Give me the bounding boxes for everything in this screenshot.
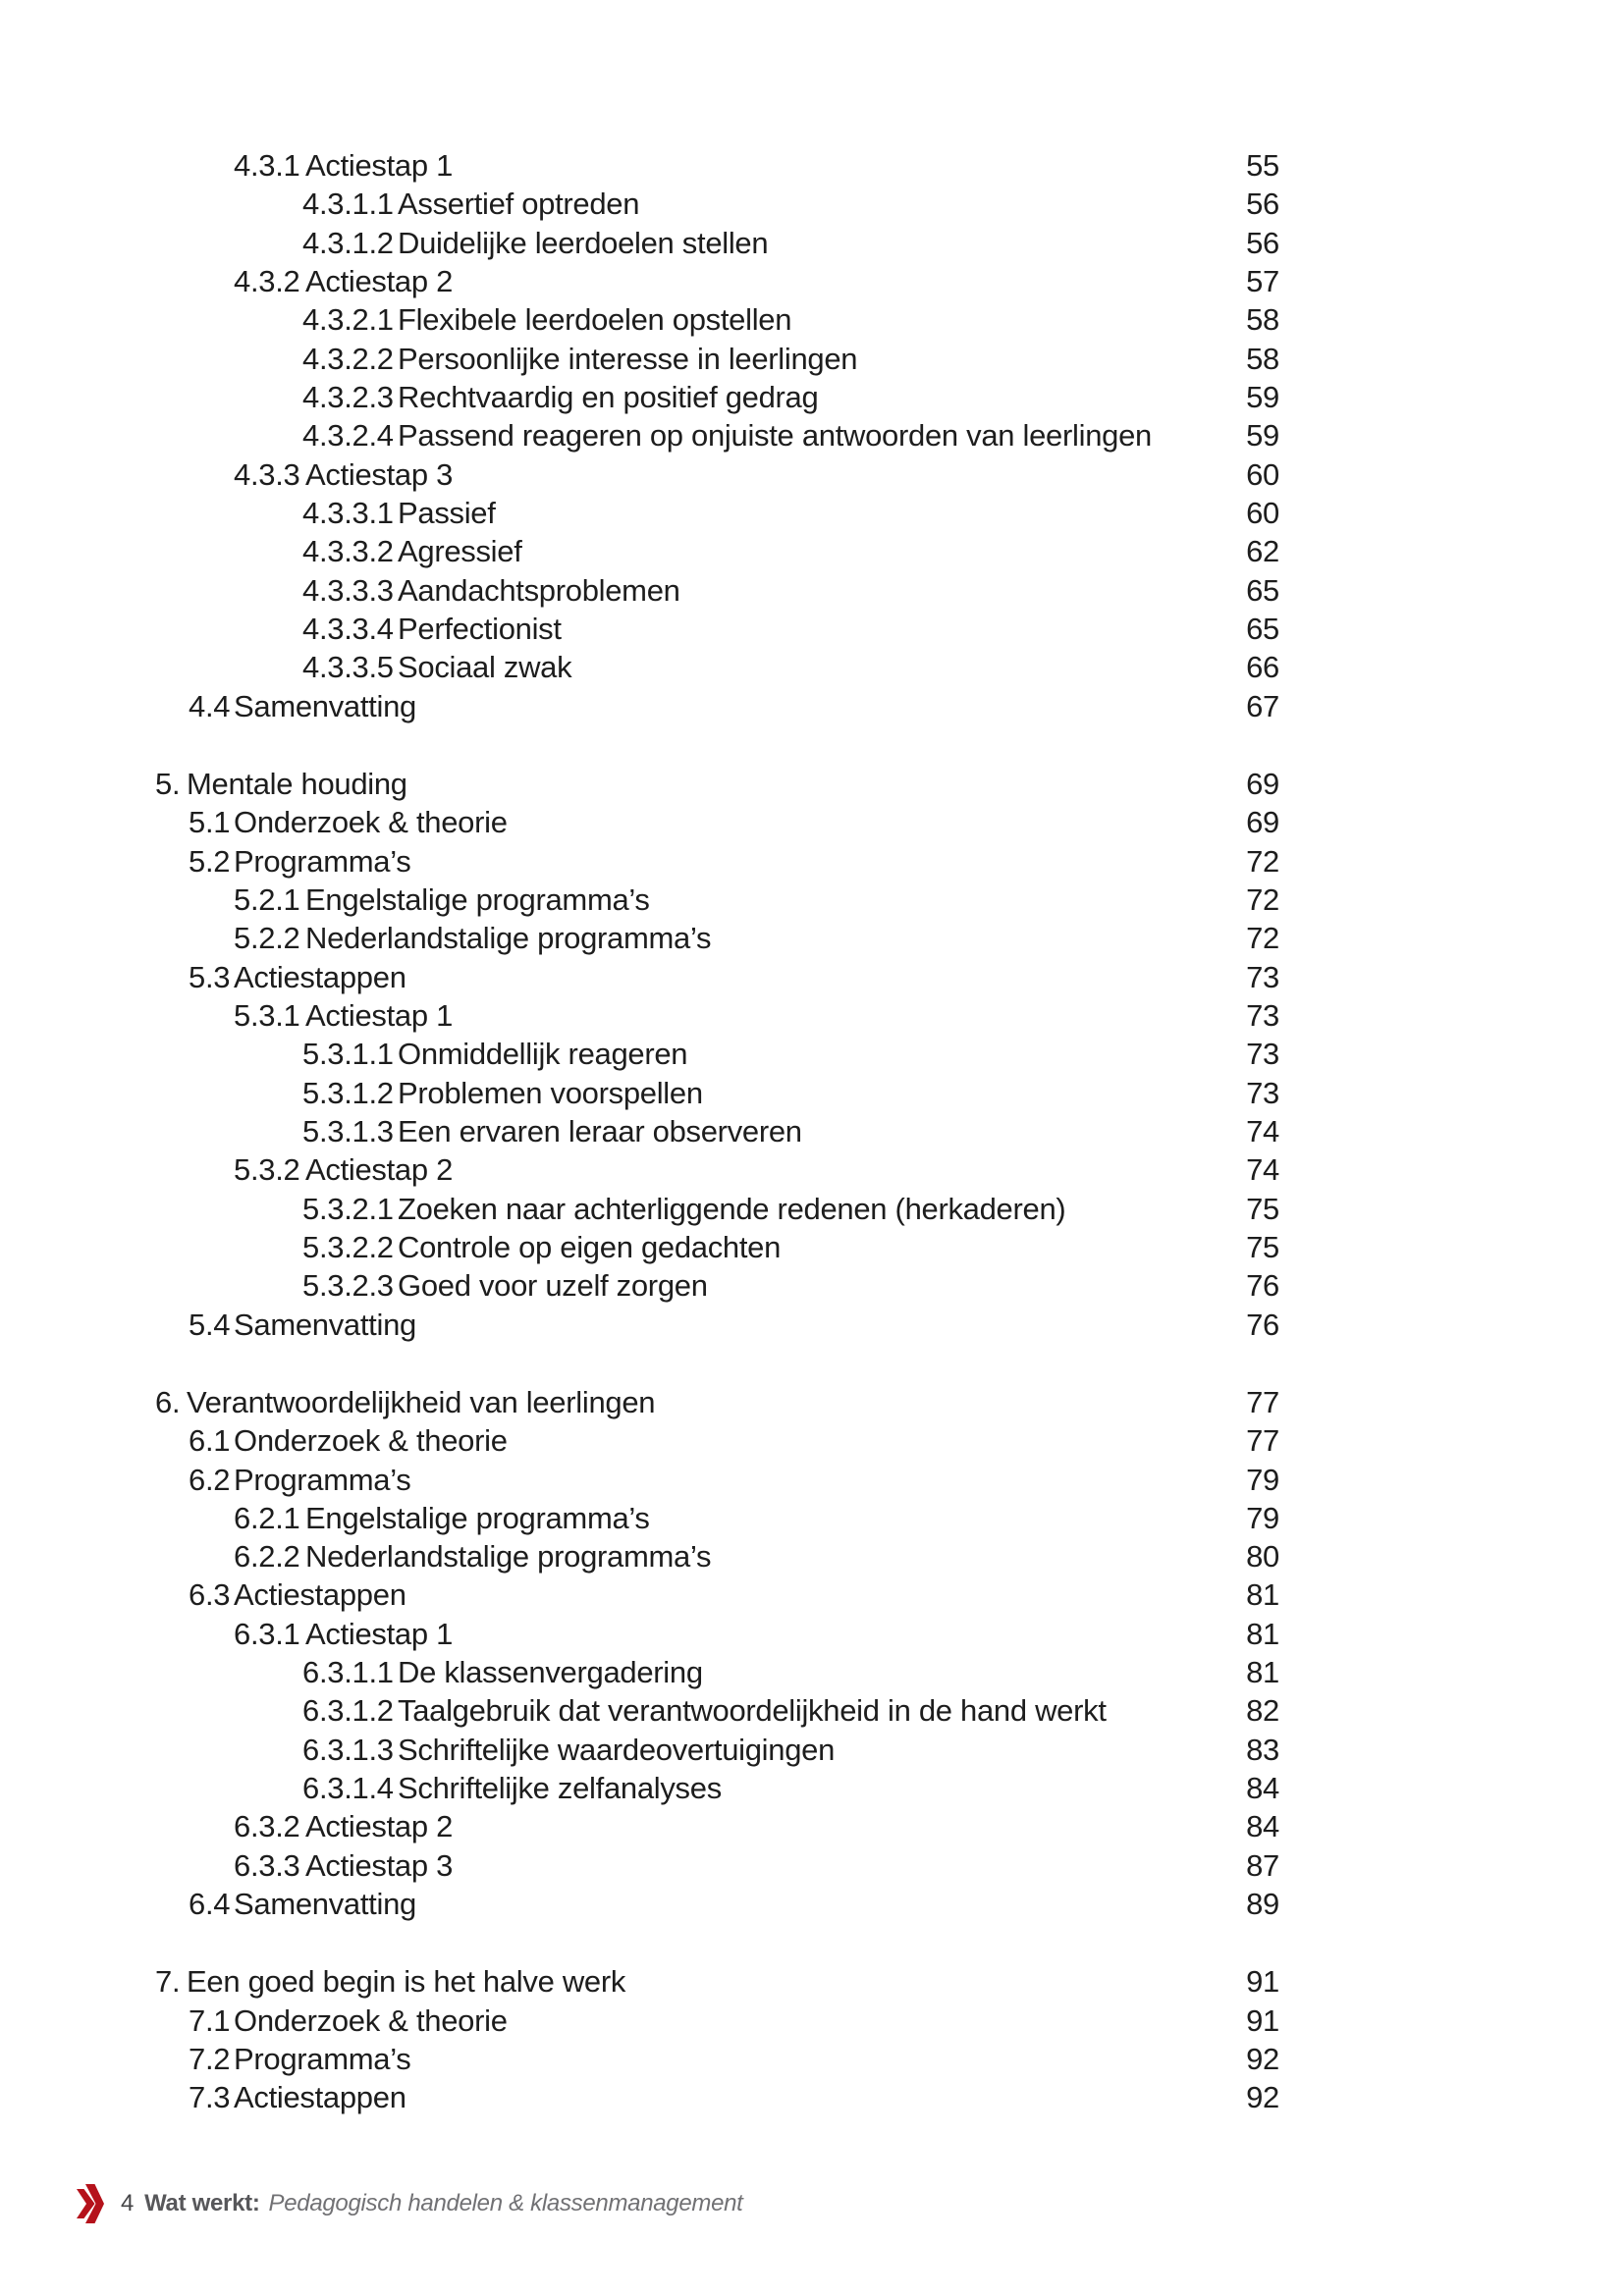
toc-entry-title: Actiestap 1 <box>305 148 454 183</box>
toc-entry <box>0 1769 1624 1807</box>
toc-entry-number: 5.2.2 <box>234 921 300 956</box>
toc-entry-page: 62 <box>1246 534 1279 569</box>
toc-entry-page: 73 <box>1246 1075 1279 1110</box>
toc-section <box>0 146 1624 725</box>
toc-entry <box>0 2002 1624 2040</box>
toc-entry-page: 56 <box>1246 187 1279 222</box>
toc-entry <box>0 1190 1624 1228</box>
toc-entry-number: 6.2.1 <box>234 1500 300 1535</box>
toc-entry-page: 81 <box>1246 1577 1279 1613</box>
toc-entry <box>0 571 1624 610</box>
toc-entry-title: Samenvatting <box>234 1307 416 1342</box>
toc-entry-page: 92 <box>1246 2080 1279 2115</box>
toc-entry-title: Actiestappen <box>234 1577 406 1613</box>
toc-entry <box>0 300 1624 339</box>
toc-entry-page: 84 <box>1246 1771 1279 1806</box>
toc-entry <box>0 378 1624 416</box>
toc-entry-page: 58 <box>1246 341 1279 376</box>
toc-entry-page: 76 <box>1246 1268 1279 1304</box>
toc-entry-title: Een goed begin is het halve werk <box>187 1964 626 2000</box>
toc-entry-page: 75 <box>1246 1229 1279 1264</box>
toc-entry-title: Verantwoordelijkheid van leerlingen <box>187 1384 656 1419</box>
toc-entry-title: Actiestap 1 <box>305 1616 454 1651</box>
toc-entry-page: 83 <box>1246 1732 1279 1767</box>
toc-entry-title: Controle op eigen gedachten <box>398 1229 782 1264</box>
toc-entry <box>0 494 1624 532</box>
toc-entry-number: 5.3.1 <box>234 997 300 1033</box>
toc-entry-page: 60 <box>1246 456 1279 492</box>
toc-entry-number: 4.3.2.1 <box>302 302 394 338</box>
toc-entry <box>0 1653 1624 1691</box>
toc-entry <box>0 996 1624 1035</box>
toc-entry-number: 7.2 <box>189 2042 231 2077</box>
toc-entry <box>0 1112 1624 1150</box>
toc-entry-page: 59 <box>1246 379 1279 414</box>
toc-entry-page: 76 <box>1246 1307 1279 1342</box>
toc-entry-number: 6.2.2 <box>234 1539 300 1575</box>
toc-entry-page: 81 <box>1246 1616 1279 1651</box>
toc-entry-page: 72 <box>1246 921 1279 956</box>
toc-entry-title: Duidelijke leerdoelen stellen <box>398 225 769 260</box>
toc-entry-number: 6.3.1 <box>234 1616 300 1651</box>
toc-entry-title: Schriftelijke waardeovertuigingen <box>398 1732 836 1767</box>
toc-entry-page: 73 <box>1246 997 1279 1033</box>
toc-entry-page: 57 <box>1246 263 1279 298</box>
toc-entry-page: 74 <box>1246 1113 1279 1148</box>
toc-entry-title: Schriftelijke zelfanalyses <box>398 1771 722 1806</box>
toc-entry-page: 84 <box>1246 1809 1279 1844</box>
toc-entry <box>0 958 1624 996</box>
toc-section <box>0 765 1624 1344</box>
toc-entry-number: 7. <box>155 1964 181 2000</box>
toc-entry <box>0 648 1624 686</box>
toc-entry-page: 60 <box>1246 495 1279 530</box>
toc-entry-page: 79 <box>1246 1462 1279 1497</box>
toc-entry-title: Assertief optreden <box>398 187 640 222</box>
toc-entry-title: Programma’s <box>234 2042 411 2077</box>
toc-entry-number: 6.3.1.1 <box>302 1655 394 1690</box>
toc-entry-number: 4.3.2.4 <box>302 418 394 454</box>
toc-entry-number: 5.3.1.2 <box>302 1075 394 1110</box>
toc-entry-page: 81 <box>1246 1655 1279 1690</box>
toc-entry-page: 82 <box>1246 1693 1279 1729</box>
toc-entry-number: 7.3 <box>189 2080 231 2115</box>
toc-entry-number: 7.1 <box>189 2002 231 2038</box>
toc-entry-number: 5.3.1.1 <box>302 1037 394 1072</box>
toc-entry-number: 4.3.1 <box>234 148 300 183</box>
toc-entry <box>0 146 1624 185</box>
toc-entry-page: 74 <box>1246 1152 1279 1188</box>
toc-entry-page: 92 <box>1246 2042 1279 2077</box>
toc-entry-page: 75 <box>1246 1191 1279 1226</box>
toc-entry-title: Programma’s <box>234 843 411 879</box>
toc-entry-title: Onmiddellijk reageren <box>398 1037 688 1072</box>
toc-entry <box>0 2040 1624 2078</box>
toc-entry <box>0 1615 1624 1653</box>
toc-entry <box>0 1885 1624 1923</box>
toc-entry <box>0 185 1624 223</box>
toc-entry-title: Agressief <box>398 534 522 569</box>
toc-entry-title: Taalgebruik dat verantwoordelijkheid in de hand werkt <box>398 1693 1107 1729</box>
toc-entry-page: 66 <box>1246 650 1279 685</box>
toc-entry-page: 69 <box>1246 805 1279 840</box>
toc-entry-number: 6.3.1.4 <box>302 1771 394 1806</box>
toc-entry-title: Nederlandstalige programma’s <box>305 921 712 956</box>
toc-entry-number: 5.3.1.3 <box>302 1113 394 1148</box>
toc-entry-page: 87 <box>1246 1847 1279 1883</box>
toc-entry <box>0 416 1624 454</box>
double-chevron-icon <box>77 2184 104 2223</box>
toc-entry <box>0 1383 1624 1421</box>
toc-entry-number: 6.2 <box>189 1462 231 1497</box>
toc-entry <box>0 1421 1624 1460</box>
toc-entry-title: Programma’s <box>234 1462 411 1497</box>
toc-entry-number: 5.4 <box>189 1307 231 1342</box>
toc-entry-page: 65 <box>1246 572 1279 608</box>
toc-entry <box>0 1846 1624 1885</box>
toc-entry-page: 73 <box>1246 1037 1279 1072</box>
toc-entry-title: Sociaal zwak <box>398 650 572 685</box>
toc-entry-number: 4.3.1.2 <box>302 225 394 260</box>
toc-entry-title: Actiestap 2 <box>305 1809 454 1844</box>
toc-entry-number: 6.3 <box>189 1577 231 1613</box>
toc-entry-title: Rechtvaardig en positief gedrag <box>398 379 819 414</box>
toc-entry-title: Perfectionist <box>398 611 562 646</box>
toc-entry-page: 69 <box>1246 766 1279 801</box>
toc-entry-title: De klassenvergadering <box>398 1655 703 1690</box>
toc-entry <box>0 1306 1624 1344</box>
toc-entry <box>0 1228 1624 1266</box>
toc-entry-number: 5.2 <box>189 843 231 879</box>
toc-section <box>0 1383 1624 1924</box>
toc-entry-title: Actiestap 2 <box>305 1152 454 1188</box>
toc-entry-page: 91 <box>1246 1964 1279 2000</box>
toc-entry <box>0 1962 1624 2001</box>
toc-entry <box>0 1266 1624 1305</box>
toc-entry-page: 79 <box>1246 1500 1279 1535</box>
toc-entry-number: 4.3.3.4 <box>302 611 394 646</box>
toc-entry-title: Samenvatting <box>234 688 416 723</box>
toc-entry <box>0 1575 1624 1614</box>
toc-entry-title: Persoonlijke interesse in leerlingen <box>398 341 858 376</box>
toc-entry-number: 6. <box>155 1384 181 1419</box>
toc-entry-title: Flexibele leerdoelen opstellen <box>398 302 792 338</box>
toc-entry <box>0 1731 1624 1769</box>
toc-entry-page: 72 <box>1246 843 1279 879</box>
toc-entry <box>0 803 1624 841</box>
toc-entry-page: 80 <box>1246 1539 1279 1575</box>
toc-entry-page: 91 <box>1246 2002 1279 2038</box>
toc-entry-number: 6.3.1.2 <box>302 1693 394 1729</box>
toc-section <box>0 1962 1624 2116</box>
toc-entry <box>0 1537 1624 1575</box>
toc-entry-title: Samenvatting <box>234 1887 416 1922</box>
toc-entry-number: 4.3.3.5 <box>302 650 394 685</box>
footer-book-subtitle: Pedagogisch handelen & klassenmanagement <box>268 2190 743 2216</box>
toc-entry-number: 6.1 <box>189 1423 231 1459</box>
toc-entry-title: Onderzoek & theorie <box>234 1423 508 1459</box>
toc-entry <box>0 610 1624 648</box>
toc-entry-title: Engelstalige programma’s <box>305 881 650 917</box>
toc-entry-page: 72 <box>1246 881 1279 917</box>
toc-entry-number: 4.4 <box>189 688 231 723</box>
toc-entry-title: Passend reageren op onjuiste antwoorden van leerlingen <box>398 418 1152 454</box>
toc-entry-number: 6.4 <box>189 1887 231 1922</box>
toc-entry-page: 59 <box>1246 418 1279 454</box>
toc-entry-title: Een ervaren leraar observeren <box>398 1113 802 1148</box>
toc-entry <box>0 532 1624 570</box>
toc-entry-number: 6.3.3 <box>234 1847 300 1883</box>
toc-entry-page: 73 <box>1246 959 1279 994</box>
toc-entry-title: Actiestappen <box>234 959 406 994</box>
toc-entry-title: Problemen voorspellen <box>398 1075 703 1110</box>
toc-entry <box>0 1150 1624 1189</box>
toc-entry <box>0 455 1624 494</box>
toc-entry-title: Actiestap 3 <box>305 456 454 492</box>
page-footer <box>77 2183 743 2224</box>
toc-entry-title: Aandachtsproblemen <box>398 572 680 608</box>
toc-entry <box>0 340 1624 378</box>
toc-entry-title: Mentale houding <box>187 766 407 801</box>
toc-entry <box>0 842 1624 881</box>
toc-entry-title: Engelstalige programma’s <box>305 1500 650 1535</box>
toc-entry-title: Onderzoek & theorie <box>234 2002 508 2038</box>
toc-entry-title: Actiestap 3 <box>305 1847 454 1883</box>
toc-entry-number: 5. <box>155 766 181 801</box>
toc-entry-title: Actiestap 2 <box>305 263 454 298</box>
toc-entry-number: 4.3.3 <box>234 456 300 492</box>
toc-entry-title: Onderzoek & theorie <box>234 805 508 840</box>
toc-entry-page: 65 <box>1246 611 1279 646</box>
toc-entry <box>0 881 1624 919</box>
toc-entry-number: 5.3.2 <box>234 1152 300 1188</box>
toc-entry-number: 5.3.2.2 <box>302 1229 394 1264</box>
toc-entry-number: 4.3.2.2 <box>302 341 394 376</box>
toc-entry-page: 89 <box>1246 1887 1279 1922</box>
toc-entry-title: Actiestappen <box>234 2080 406 2115</box>
toc-entry <box>0 2078 1624 2116</box>
toc-entry <box>0 687 1624 725</box>
toc-entry-title: Nederlandstalige programma’s <box>305 1539 712 1575</box>
toc-entry-title: Actiestap 1 <box>305 997 454 1033</box>
table-of-contents <box>0 146 1624 2117</box>
toc-entry-number: 4.3.3.2 <box>302 534 394 569</box>
toc-entry-number: 5.3.2.3 <box>302 1268 394 1304</box>
toc-entry-title: Passief <box>398 495 496 530</box>
toc-entry-number: 5.3 <box>189 959 231 994</box>
toc-entry-number: 6.3.2 <box>234 1809 300 1844</box>
toc-entry <box>0 1499 1624 1537</box>
toc-entry <box>0 919 1624 957</box>
toc-entry-number: 6.3.1.3 <box>302 1732 394 1767</box>
toc-entry <box>0 262 1624 300</box>
toc-entry-number: 4.3.1.1 <box>302 187 394 222</box>
toc-entry-page: 77 <box>1246 1423 1279 1459</box>
toc-entry <box>0 765 1624 803</box>
toc-entry-number: 4.3.3.1 <box>302 495 394 530</box>
toc-entry-number: 5.1 <box>189 805 231 840</box>
toc-entry-page: 58 <box>1246 302 1279 338</box>
toc-entry-page: 77 <box>1246 1384 1279 1419</box>
toc-entry <box>0 1074 1624 1112</box>
toc-entry <box>0 224 1624 262</box>
footer-page-number: 4 <box>121 2190 135 2216</box>
footer-series-title: Wat werkt: <box>144 2190 260 2216</box>
toc-entry <box>0 1691 1624 1730</box>
toc-entry <box>0 1461 1624 1499</box>
toc-entry-number: 4.3.2.3 <box>302 379 394 414</box>
toc-entry-number: 4.3.3.3 <box>302 572 394 608</box>
toc-entry-number: 5.2.1 <box>234 881 300 917</box>
toc-entry-number: 4.3.2 <box>234 263 300 298</box>
toc-entry-number: 5.3.2.1 <box>302 1191 394 1226</box>
toc-entry-title: Goed voor uzelf zorgen <box>398 1268 708 1304</box>
toc-entry-page: 56 <box>1246 225 1279 260</box>
toc-entry-page: 67 <box>1246 688 1279 723</box>
toc-entry-page: 55 <box>1246 148 1279 183</box>
toc-entry <box>0 1807 1624 1845</box>
toc-entry <box>0 1035 1624 1073</box>
toc-entry-title: Zoeken naar achterliggende redenen (herkaderen) <box>398 1191 1066 1226</box>
